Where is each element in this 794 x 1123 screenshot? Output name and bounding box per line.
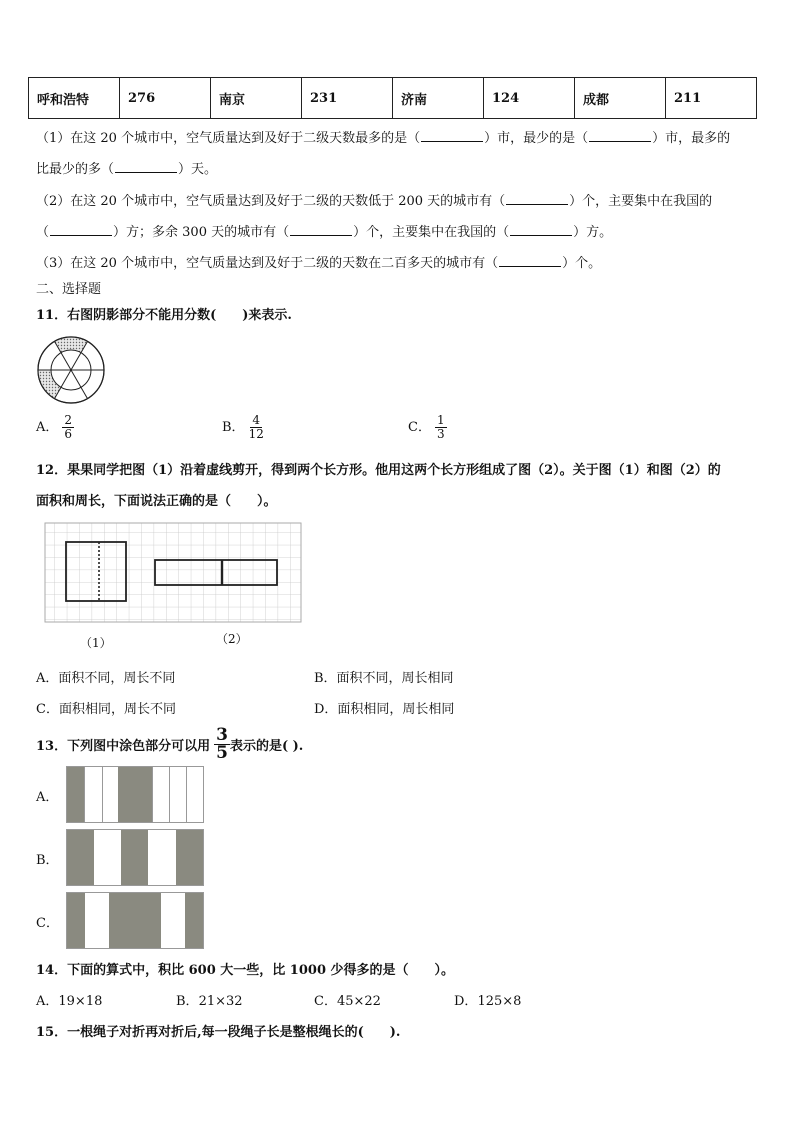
answer-blank[interactable] — [510, 225, 572, 236]
table-cell-city: 南京 — [211, 78, 302, 119]
q14-option-c[interactable]: C．45×22 — [314, 994, 381, 1009]
table-cell-city: 呼和浩特 — [29, 78, 120, 119]
q12-figure2-label: （2） — [216, 632, 248, 646]
q12-stem-line1: 12．果果同学把图（1）沿着虚线剪开，得到两个长方形。他用这两个长方形组成了图（2）。关于图（1）和图（2）的 — [36, 463, 721, 478]
q10-part1-line1: （1）在这 20 个城市中，空气质量达到及好于二级天数最多的是（ ）市，最少的是（ ）市，最多的 — [36, 131, 731, 146]
q11-stem: 11．右图阴影部分不能用分数( )来表示. — [36, 308, 292, 323]
q12-figure1-label: （1） — [80, 636, 112, 650]
q11-circle-figure — [36, 335, 106, 405]
answer-blank[interactable] — [589, 131, 651, 142]
table-cell-days: 124 — [484, 78, 575, 119]
q11-option-b[interactable]: B． $\frac{4}{12}$ — [222, 413, 264, 441]
q12-option-c[interactable]: C．面积相同，周长不同 — [36, 702, 176, 717]
q14-option-d[interactable]: D．125×8 — [454, 994, 522, 1009]
q10-part1-line2: 比最少的多（ ）天。 — [36, 162, 218, 177]
q13-figure-a[interactable] — [66, 766, 204, 823]
answer-blank[interactable] — [50, 225, 112, 236]
answer-blank[interactable] — [115, 162, 177, 173]
q14-option-b[interactable]: B．21×32 — [176, 994, 243, 1009]
q14-option-a[interactable]: A．19×18 — [36, 994, 103, 1009]
city-air-quality-table — [28, 77, 757, 119]
answer-blank[interactable] — [506, 194, 568, 205]
q13-figure-b[interactable] — [66, 829, 204, 886]
q13-option-c-label[interactable]: C． — [36, 916, 59, 931]
answer-blank[interactable] — [290, 225, 352, 236]
q11-option-a[interactable]: A． $\frac{2}{6}$ — [36, 413, 73, 441]
q13-option-a-label[interactable]: A． — [36, 790, 59, 805]
q15-stem: 15．一根绳子对折再对折后,每一段绳子长是整根绳长的( ). — [36, 1025, 401, 1040]
q12-stem-line2: 面积和周长，下面说法正确的是（ ）。 — [36, 494, 277, 509]
answer-blank[interactable] — [421, 131, 483, 142]
table-cell-days: 211 — [666, 78, 757, 119]
q12-option-d[interactable]: D．面积相同，周长相同 — [314, 702, 455, 717]
q13-option-b-label[interactable]: B． — [36, 853, 59, 868]
answer-blank[interactable] — [499, 256, 561, 267]
table-cell-days: 231 — [302, 78, 393, 119]
q13-stem: 13．下列图中涂色部分可以用 $\frac{3}{5}$ 表示的是( ). — [36, 725, 304, 763]
table-cell-city: 成都 — [575, 78, 666, 119]
q12-grid-figure — [42, 520, 304, 625]
section-title: 二、选择题 — [36, 282, 102, 297]
q10-part3-line1: （3）在这 20 个城市中，空气质量达到及好于二级的天数在二百多天的城市有（ ）个。 — [36, 256, 602, 271]
q13-figure-c[interactable] — [66, 892, 204, 949]
q12-option-b[interactable]: B．面积不同，周长相同 — [314, 671, 454, 686]
q14-stem: 14．下面的算式中，积比 600 大一些，比 1000 少得多的是（ ）。 — [36, 963, 455, 978]
q10-part2-line2: （ ）方；多余 300 天的城市有（ ）个，主要集中在我国的（ ）方。 — [36, 225, 613, 240]
q12-option-a[interactable]: A．面积不同，周长不同 — [36, 671, 176, 686]
table-cell-days: 276 — [120, 78, 211, 119]
q10-part2-line1: （2）在这 20 个城市中，空气质量达到及好于二级的天数低于 200 天的城市有（ ）个，主要集中在我国的 — [36, 194, 713, 209]
q11-option-c[interactable]: C． $\frac{1}{3}$ — [408, 413, 445, 441]
table-cell-city: 济南 — [393, 78, 484, 119]
table-row — [29, 78, 757, 119]
